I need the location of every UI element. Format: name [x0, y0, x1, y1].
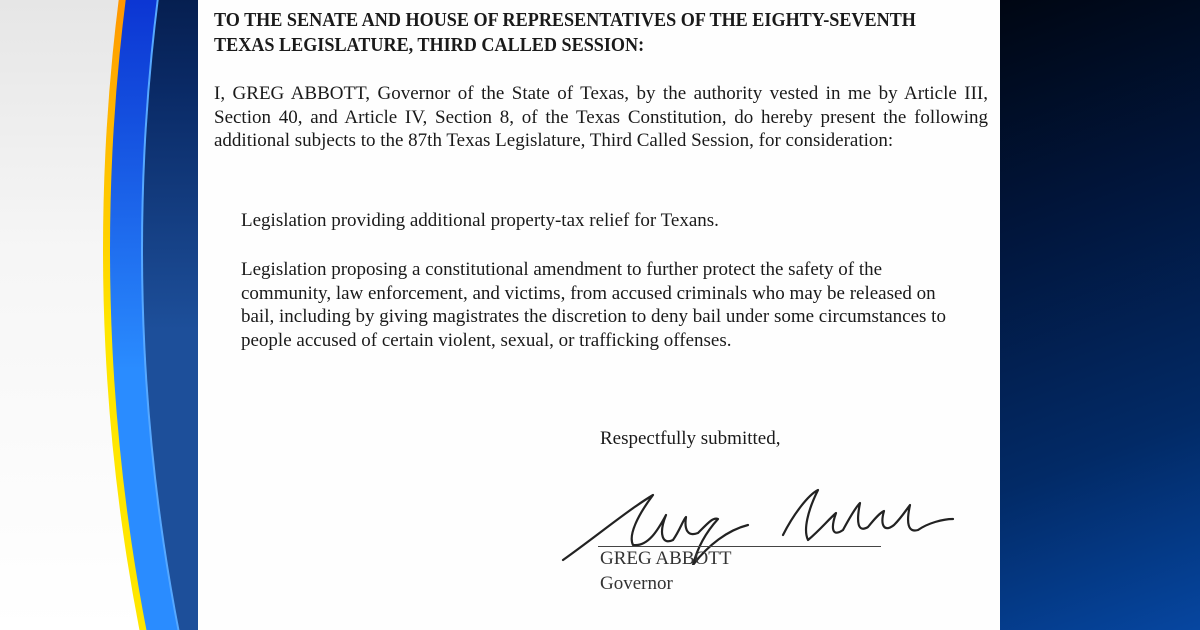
signer-title: Governor	[600, 573, 673, 594]
document-page	[198, 0, 1000, 630]
background-left	[0, 0, 200, 630]
intro-paragraph: I, GREG ABBOTT, Governor of the State of Texas, by the authority vested in me by Article III, Section 40, and Article IV, Section 8, of the Texas Constitution, do hereby present the following additional subjects to the 87th Texas Legislature, Third Called Session, for consideration:	[214, 83, 988, 151]
subject-item: Legislation proposing a constitutional amendment to further protect the safety of the community, law enforcement, and victims, from accused criminals who may be released on bail, including by giving magistrates the discretion to deny bail under some circumstances to people accused of certain violent, sexual, or trafficking offenses.	[241, 259, 946, 351]
signature-line	[598, 546, 881, 547]
subject-item: Legislation providing additional property-tax relief for Texans.	[241, 210, 719, 231]
document-heading: TO THE SENATE AND HOUSE OF REPRESENTATIVES OF THE EIGHTY-SEVENTH TEXAS LEGISLATURE, THIRD CALLED SESSION:	[214, 10, 916, 56]
background-right	[990, 0, 1200, 630]
closing-text: Respectfully submitted,	[600, 428, 781, 449]
signer-name: GREG ABBOTT	[600, 548, 732, 569]
